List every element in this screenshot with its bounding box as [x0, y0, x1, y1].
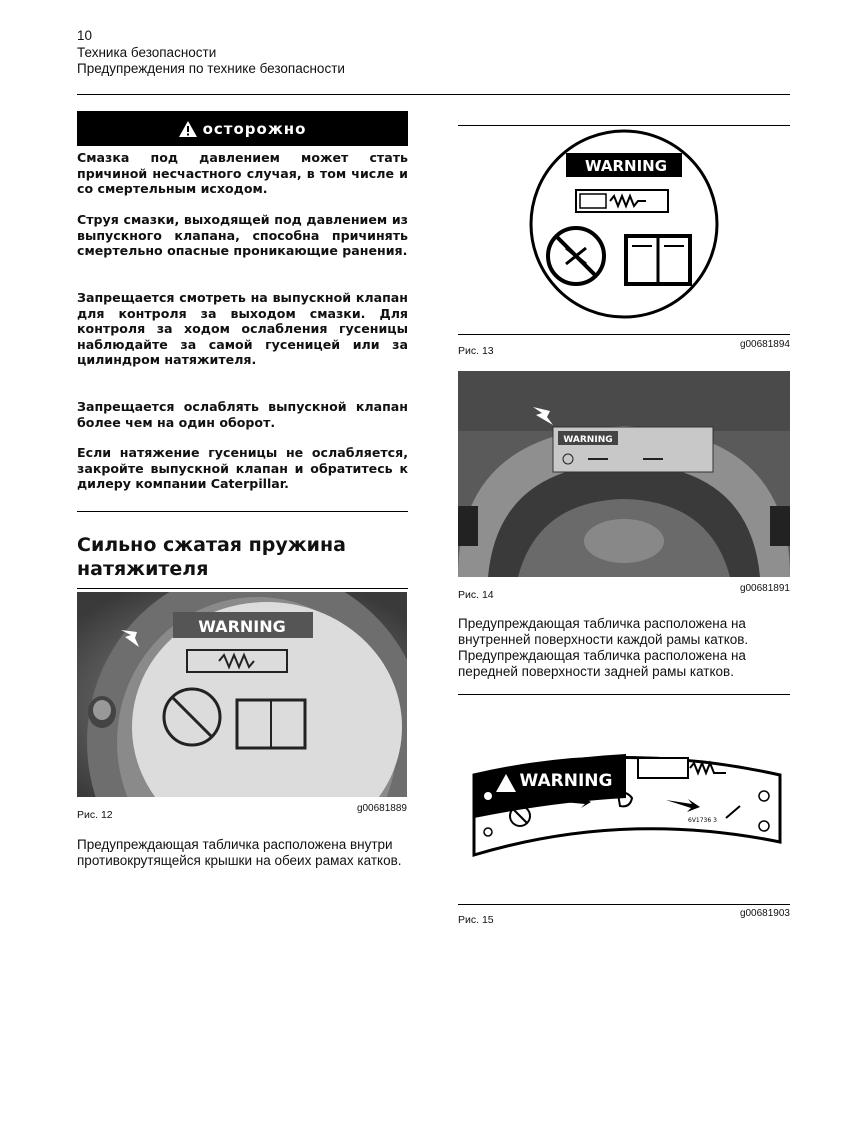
section-rule — [77, 588, 408, 589]
figure-12-warning-label: WARNING — [198, 617, 286, 636]
header-section: Предупреждения по технике безопасности — [77, 61, 345, 76]
figure-14-description-1: Предупреждающая табличка расположена на внутренней поверхности каждой рамы катков. — [458, 616, 749, 648]
page-header — [77, 28, 345, 78]
figure-13-rule — [458, 334, 790, 335]
figure-13-warning-label: WARNING — [584, 157, 668, 175]
header-chapter: Техника безопасности — [77, 44, 217, 60]
warning-paragraph: Если натяжение гусеницы не ослабляется, закройте выпускной клапан и обратитесь к дилеру компании Caterpillar. — [77, 445, 408, 492]
figure-14-warning-label: WARNING — [563, 435, 613, 445]
figure-15-drawing — [458, 740, 790, 865]
figure-14-photo — [458, 371, 790, 577]
figure-12-code: g00681889 — [356, 803, 407, 814]
header-rule — [77, 94, 790, 95]
figure-14-code: g00681891 — [739, 583, 790, 594]
figure-13-code: g00681894 — [739, 339, 790, 350]
figure-12-description: Предупреждающая табличка расположена внутри противокрутящейся крышки на обеих рамах катков. — [77, 837, 402, 869]
warning-paragraph: Струя смазки, выходящей под давлением из выпускного клапана, способна причинять смертельно опасные проникающие ранения. — [77, 212, 408, 259]
figure-14-description-2: Предупреждающая табличка расположена на передней поверхности задней рамы катков. — [458, 648, 746, 680]
page-number: 10 — [77, 28, 93, 43]
figure-15-caption: Рис. 15 — [458, 914, 494, 926]
figure-12-photo — [77, 592, 407, 797]
figure-15-warning-label: WARNING — [519, 771, 613, 791]
figure-12-caption: Рис. 12 — [77, 809, 113, 821]
figure-15-rule — [458, 904, 790, 905]
caution-banner — [77, 111, 408, 146]
warning-paragraph: Смазка под давлением может стать причиной несчастного случая, в том числе и со смертельным исходом. — [77, 150, 408, 197]
warning-end-rule — [77, 511, 408, 512]
section-title: Сильно сжатая пружина натяжителя — [77, 534, 346, 580]
warning-triangle-icon — [179, 121, 197, 137]
figure-14-caption: Рис. 14 — [458, 589, 494, 601]
figure-15-code: g00681903 — [739, 908, 790, 919]
figure-15-part-number: 6V1736 3 — [688, 817, 717, 824]
right-top-rule — [458, 125, 790, 126]
caution-banner-label: осторожно — [202, 119, 307, 138]
figure-15-top-rule — [458, 694, 790, 695]
figure-13-caption: Рис. 13 — [458, 345, 494, 357]
warning-paragraph: Запрещается ослаблять выпускной клапан более чем на один оборот. — [77, 399, 408, 430]
figure-13-drawing — [458, 128, 790, 333]
warning-paragraph: Запрещается смотреть на выпускной клапан для контроля за выходом смазки. Для контроля за ходом ослабления гусеницы наблюдайте за самой гусеницей или за цилиндром натяжителя. — [77, 290, 408, 368]
